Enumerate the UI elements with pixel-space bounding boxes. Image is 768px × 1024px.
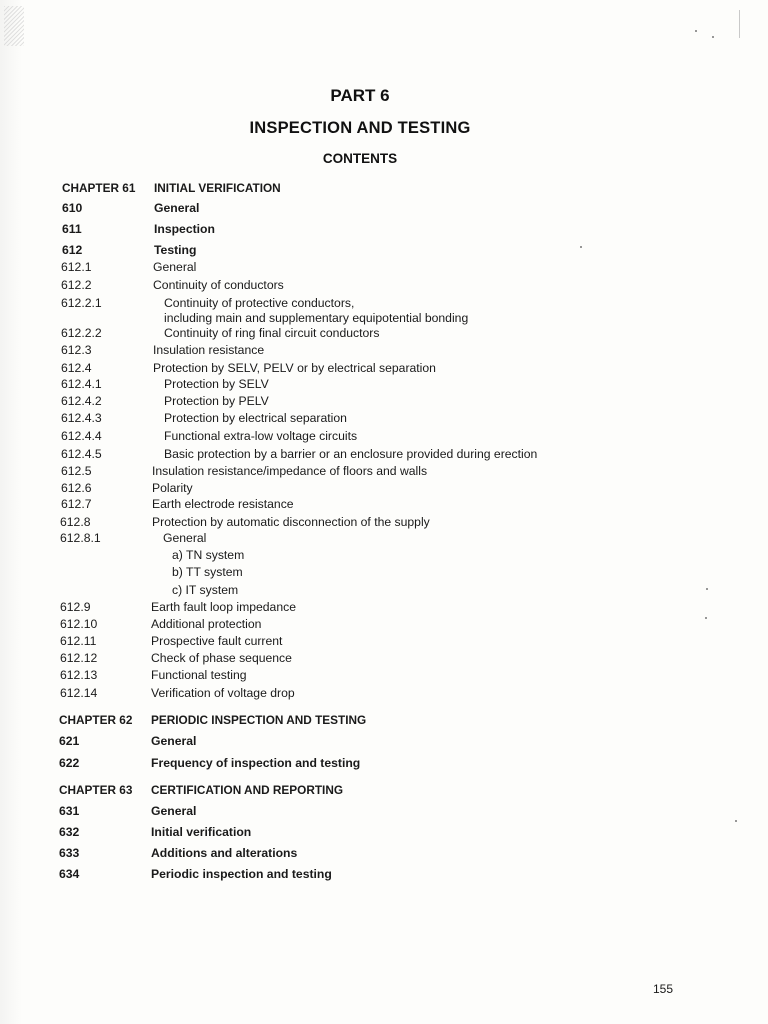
toc-section-number: 612.5 bbox=[61, 464, 92, 478]
toc-section-number: 612.2.1 bbox=[61, 296, 102, 310]
scan-speck bbox=[705, 617, 707, 619]
toc-section-number: 612.14 bbox=[60, 686, 98, 700]
toc-section-title: Insulation resistance/impedance of floors and walls bbox=[152, 464, 428, 478]
toc-section-title: Additions and alterations bbox=[151, 846, 298, 860]
toc-section-title: Protection by electrical separation bbox=[164, 411, 347, 425]
toc-section-number: 612.13 bbox=[60, 668, 98, 682]
toc-section-title: Continuity of conductors bbox=[153, 278, 284, 292]
toc-section-number: 612.3 bbox=[61, 343, 92, 357]
toc-section-title: Testing bbox=[154, 243, 197, 257]
toc-section-number: 612.7 bbox=[61, 497, 92, 511]
toc-section-number: 612 bbox=[62, 243, 83, 257]
toc-section-number: 612.4.3 bbox=[61, 411, 102, 425]
toc-section-number: 612.6 bbox=[61, 481, 92, 495]
part-heading: PART 6 bbox=[330, 86, 390, 105]
toc-section-title: Prospective fault current bbox=[151, 634, 283, 648]
toc-section-number: 621 bbox=[59, 734, 80, 748]
toc-section-title: Initial verification bbox=[151, 825, 252, 839]
toc-section-title: Protection by SELV bbox=[164, 377, 269, 391]
toc-section-title: PERIODIC INSPECTION AND TESTING bbox=[151, 713, 367, 727]
toc-section-title: Periodic inspection and testing bbox=[151, 867, 332, 881]
toc-section-title: Polarity bbox=[152, 481, 193, 495]
toc-section-title: Continuity of ring final circuit conductors bbox=[164, 326, 380, 340]
toc-section-title: Frequency of inspection and testing bbox=[151, 756, 361, 770]
scan-speck bbox=[706, 588, 708, 590]
toc-section-number: CHAPTER 62 bbox=[59, 713, 133, 727]
toc-section-number: CHAPTER 63 bbox=[59, 783, 133, 797]
toc-section-number: 612.4.5 bbox=[61, 447, 102, 461]
toc-section-number: 612.4.1 bbox=[61, 377, 102, 391]
toc-section-title: CERTIFICATION AND REPORTING bbox=[151, 783, 344, 797]
toc-section-title: General bbox=[153, 260, 197, 274]
toc-section-title: Check of phase sequence bbox=[151, 651, 292, 665]
toc-section-title: including main and supplementary equipotential bonding bbox=[164, 311, 469, 325]
toc-section-number: 612.11 bbox=[60, 634, 97, 648]
toc-section-number: CHAPTER 61 bbox=[62, 181, 136, 195]
toc-section-title: c) IT system bbox=[172, 583, 239, 597]
toc-section-title: General bbox=[151, 804, 197, 818]
toc-section-number: 611 bbox=[62, 222, 82, 236]
toc-section-title: Earth fault loop impedance bbox=[151, 600, 296, 614]
toc-section-number: 612.12 bbox=[60, 651, 98, 665]
toc-section-title: General bbox=[154, 201, 200, 215]
toc-section-title: Insulation resistance bbox=[153, 343, 265, 357]
toc-section-number: 612.2 bbox=[61, 278, 92, 292]
toc-section-number: 622 bbox=[59, 756, 80, 770]
toc-section-title: b) TT system bbox=[172, 565, 243, 579]
toc-section-number: 632 bbox=[59, 825, 80, 839]
scan-speck bbox=[580, 246, 582, 248]
scan-speck bbox=[712, 36, 714, 38]
toc-section-title: Protection by automatic disconnection of the supply bbox=[152, 515, 430, 529]
toc-section-number: 633 bbox=[59, 846, 80, 860]
toc-section-title: Earth electrode resistance bbox=[152, 497, 294, 511]
toc-section-number: 612.9 bbox=[60, 600, 91, 614]
toc-section-title: General bbox=[163, 531, 207, 545]
toc-section-title: a) TN system bbox=[172, 548, 245, 562]
scan-speck bbox=[695, 30, 697, 32]
scan-speck bbox=[735, 820, 737, 822]
toc-section-title: INITIAL VERIFICATION bbox=[154, 181, 281, 195]
toc-section-number: 612.2.2 bbox=[61, 326, 102, 340]
toc-section-title: Basic protection by a barrier or an enclosure provided during erection bbox=[164, 447, 538, 461]
toc-section-number: 612.8 bbox=[60, 515, 91, 529]
toc-section-number: 634 bbox=[59, 867, 80, 881]
page-title: INSPECTION AND TESTING bbox=[249, 119, 471, 137]
page-number: 155 bbox=[653, 982, 674, 996]
toc-section-title: Protection by PELV bbox=[164, 394, 269, 408]
toc-section-title: Additional protection bbox=[151, 617, 262, 631]
toc-section-title: Continuity of protective conductors, bbox=[164, 296, 355, 310]
toc-section-number: 631 bbox=[59, 804, 80, 818]
toc-section-title: Functional testing bbox=[151, 668, 247, 682]
toc-section-number: 612.10 bbox=[60, 617, 98, 631]
toc-section-number: 612.1 bbox=[61, 260, 92, 274]
toc-section-title: Protection by SELV, PELV or by electrical separation bbox=[153, 361, 436, 375]
toc-section-number: 610 bbox=[62, 201, 83, 215]
toc-section-number: 612.8.1 bbox=[60, 531, 101, 545]
toc-section-number: 612.4 bbox=[61, 361, 92, 375]
contents-heading: CONTENTS bbox=[322, 151, 398, 166]
toc-section-title: General bbox=[151, 734, 197, 748]
toc-section-number: 612.4.2 bbox=[61, 394, 102, 408]
toc-section-title: Functional extra-low voltage circuits bbox=[164, 429, 358, 443]
toc-section-title: Verification of voltage drop bbox=[151, 686, 295, 700]
toc-section-title: Inspection bbox=[154, 222, 215, 236]
toc-section-number: 612.4.4 bbox=[61, 429, 102, 443]
